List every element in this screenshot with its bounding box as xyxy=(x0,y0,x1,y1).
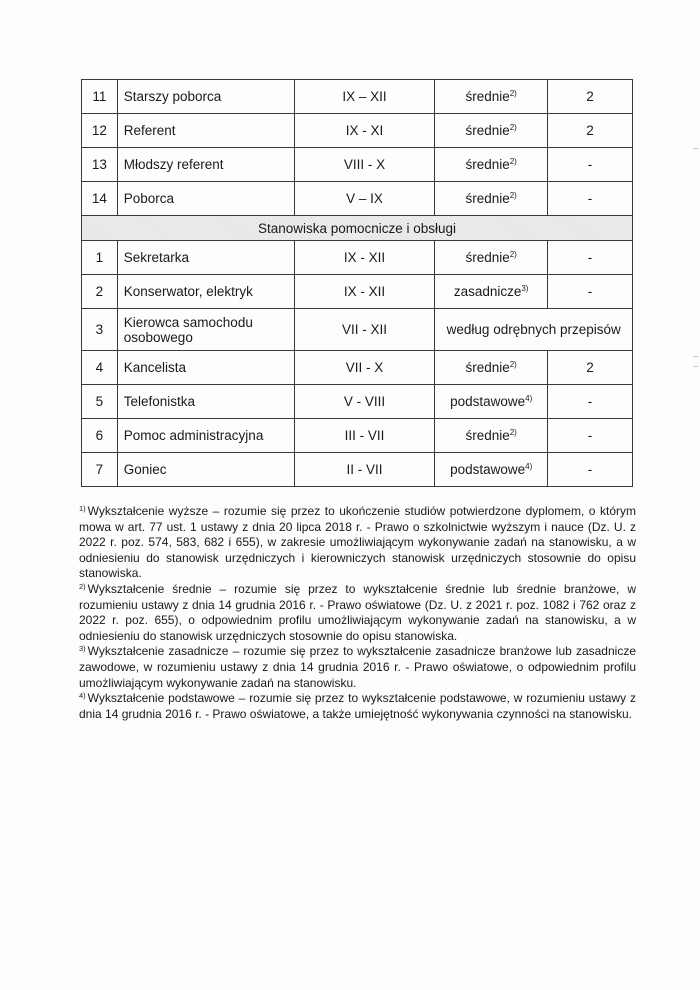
experience-years: - xyxy=(547,385,632,419)
experience-years: 2 xyxy=(547,114,632,148)
education-requirement-merged: według odrębnych przepisów xyxy=(435,309,633,351)
salary-grade: IX – XII xyxy=(294,80,435,114)
education-requirement: średnie$^{2)}$ xyxy=(435,351,547,385)
footnote xyxy=(79,644,636,691)
education-requirement: średnie$^{2)}$ xyxy=(435,241,547,275)
experience-years: 2 xyxy=(547,351,632,385)
position-name: Konserwator, elektryk xyxy=(117,275,294,309)
salary-grade: V - VIII xyxy=(294,385,435,419)
positions-table xyxy=(81,79,633,487)
row-number: 3 xyxy=(82,309,118,351)
footnote-text: Wykształcenie wyższe – rozumie się przez to ukończenie studiów potwierdzone dyplomem, o którym mowa w art. 77 ust. 1 ustawy z dnia 20 lipca 2018 r. - Prawo o szkolnictwie wyższym i nauce (Dz. U. z 2022 r. poz. 574, 583, 682 i 655), w zakresie umożliwiającym wykonywanie zadań na stanowisku, a w odniesieniu do stanowisk urzędniczych i kierowniczych stanowisk urzędniczych stosownie do opisu stanowiska. xyxy=(79,504,636,581)
footnote-ref: 2) xyxy=(509,428,517,437)
experience-years: - xyxy=(547,182,632,216)
footnote-ref: 4) xyxy=(525,462,533,471)
salary-grade: VIII - X xyxy=(294,148,435,182)
table-row xyxy=(82,453,633,487)
salary-grade: II - VII xyxy=(294,453,435,487)
row-number: 7 xyxy=(82,453,118,487)
salary-grade: VII - X xyxy=(294,351,435,385)
row-number: 4 xyxy=(82,351,118,385)
salary-grade: IX - XII xyxy=(294,275,435,309)
table-row xyxy=(82,385,633,419)
position-name: Referent xyxy=(117,114,294,148)
footnotes xyxy=(79,504,636,722)
experience-years: - xyxy=(547,275,632,309)
row-number: 12 xyxy=(82,114,118,148)
experience-years: - xyxy=(547,148,632,182)
table-row xyxy=(82,309,633,351)
salary-grade: IX - XI xyxy=(294,114,435,148)
table-row xyxy=(82,419,633,453)
position-name: Młodszy referent xyxy=(117,148,294,182)
section-header-row xyxy=(82,216,633,241)
footnote-ref: 2) xyxy=(509,360,517,369)
education-requirement: średnie$^{2)}$ xyxy=(435,80,547,114)
position-name: Kancelista xyxy=(117,351,294,385)
table-row xyxy=(82,182,633,216)
footnote-ref: 2) xyxy=(509,250,517,259)
education-requirement: średnie$^{2)}$ xyxy=(435,419,547,453)
footnote-mark: 3) xyxy=(79,644,86,654)
table-row xyxy=(82,80,633,114)
row-number: 11 xyxy=(82,80,118,114)
row-number: 14 xyxy=(82,182,118,216)
education-requirement: zasadnicze$^{3)}$ xyxy=(435,275,547,309)
salary-grade: IX - XII xyxy=(294,241,435,275)
position-name: Telefonistka xyxy=(117,385,294,419)
row-number: 6 xyxy=(82,419,118,453)
row-number: 2 xyxy=(82,275,118,309)
footnote-ref: 2) xyxy=(509,123,517,132)
footnote-ref: 2) xyxy=(509,157,517,166)
experience-years: - xyxy=(547,241,632,275)
position-name: Kierowca samochodu osobowego xyxy=(117,309,294,351)
footnote-text: Wykształcenie podstawowe – rozumie się przez to wykształcenie podstawowe, w rozumieniu ustawy z dnia 14 grudnia 2016 r. - Prawo oświatowe, a także umiejętność wykonywania czynności na stanowisku. xyxy=(79,691,636,721)
position-name: Starszy poborca xyxy=(117,80,294,114)
position-name: Sekretarka xyxy=(117,241,294,275)
experience-years: 2 xyxy=(547,80,632,114)
salary-grade: III - VII xyxy=(294,419,435,453)
education-requirement: średnie$^{2)}$ xyxy=(435,148,547,182)
footnote xyxy=(79,504,636,582)
footnote-ref: 2) xyxy=(509,89,517,98)
table-row xyxy=(82,114,633,148)
experience-years: - xyxy=(547,453,632,487)
table-row xyxy=(82,275,633,309)
table-row xyxy=(82,351,633,385)
experience-years: - xyxy=(547,419,632,453)
footnote xyxy=(79,582,636,644)
table-row xyxy=(82,241,633,275)
footnote-text: Wykształcenie średnie – rozumie się przez to wykształcenie średnie lub średnie branżowe, w rozumieniu ustawy z dnia 14 grudnia 2016 r. - Prawo oświatowe (Dz. U. z 2021 r. poz. 1082 i 762 oraz z 2022 r. poz. 655), o odpowiednim profilu umożliwiającym wykonywanie zadań na stanowisku, a w odniesieniu do stanowisk urzędniczych stosownie do opisu stanowiska. xyxy=(79,581,636,643)
section-title: Stanowiska pomocnicze i obsługi xyxy=(82,216,633,241)
footnote-mark: 2) xyxy=(79,581,86,591)
row-number: 5 xyxy=(82,385,118,419)
footnote-mark: 4) xyxy=(79,691,86,701)
position-name: Goniec xyxy=(117,453,294,487)
salary-grade: V – IX xyxy=(294,182,435,216)
education-requirement: średnie$^{2)}$ xyxy=(435,182,547,216)
table-row xyxy=(82,148,633,182)
education-requirement: podstawowe$^{4)}$ xyxy=(435,453,547,487)
footnote-text: Wykształcenie zasadnicze – rozumie się przez to wykształcenie zasadnicze branżowe lub zasadnicze zawodowe, w rozumieniu ustawy z dnia 14 grudnia 2016 r. - Prawo oświatowe, o odpowiednim profilu umożliwiającym wykonywanie zadań na stanowisku. xyxy=(79,644,636,690)
position-name: Pomoc administracyjna xyxy=(117,419,294,453)
footnote-mark: 1) xyxy=(79,504,86,513)
education-requirement: podstawowe$^{4)}$ xyxy=(435,385,547,419)
footnote-ref: 3) xyxy=(521,284,529,293)
scan-edge-mark xyxy=(693,356,698,357)
scan-edge-mark xyxy=(693,366,698,367)
footnote-ref: 4) xyxy=(525,394,533,403)
footnote xyxy=(79,691,636,722)
education-requirement: średnie$^{2)}$ xyxy=(435,114,547,148)
scan-edge-mark xyxy=(693,148,698,149)
row-number: 13 xyxy=(82,148,118,182)
row-number: 1 xyxy=(82,241,118,275)
footnote-ref: 2) xyxy=(509,191,517,200)
salary-grade: VII - XII xyxy=(294,309,435,351)
position-name: Poborca xyxy=(117,182,294,216)
